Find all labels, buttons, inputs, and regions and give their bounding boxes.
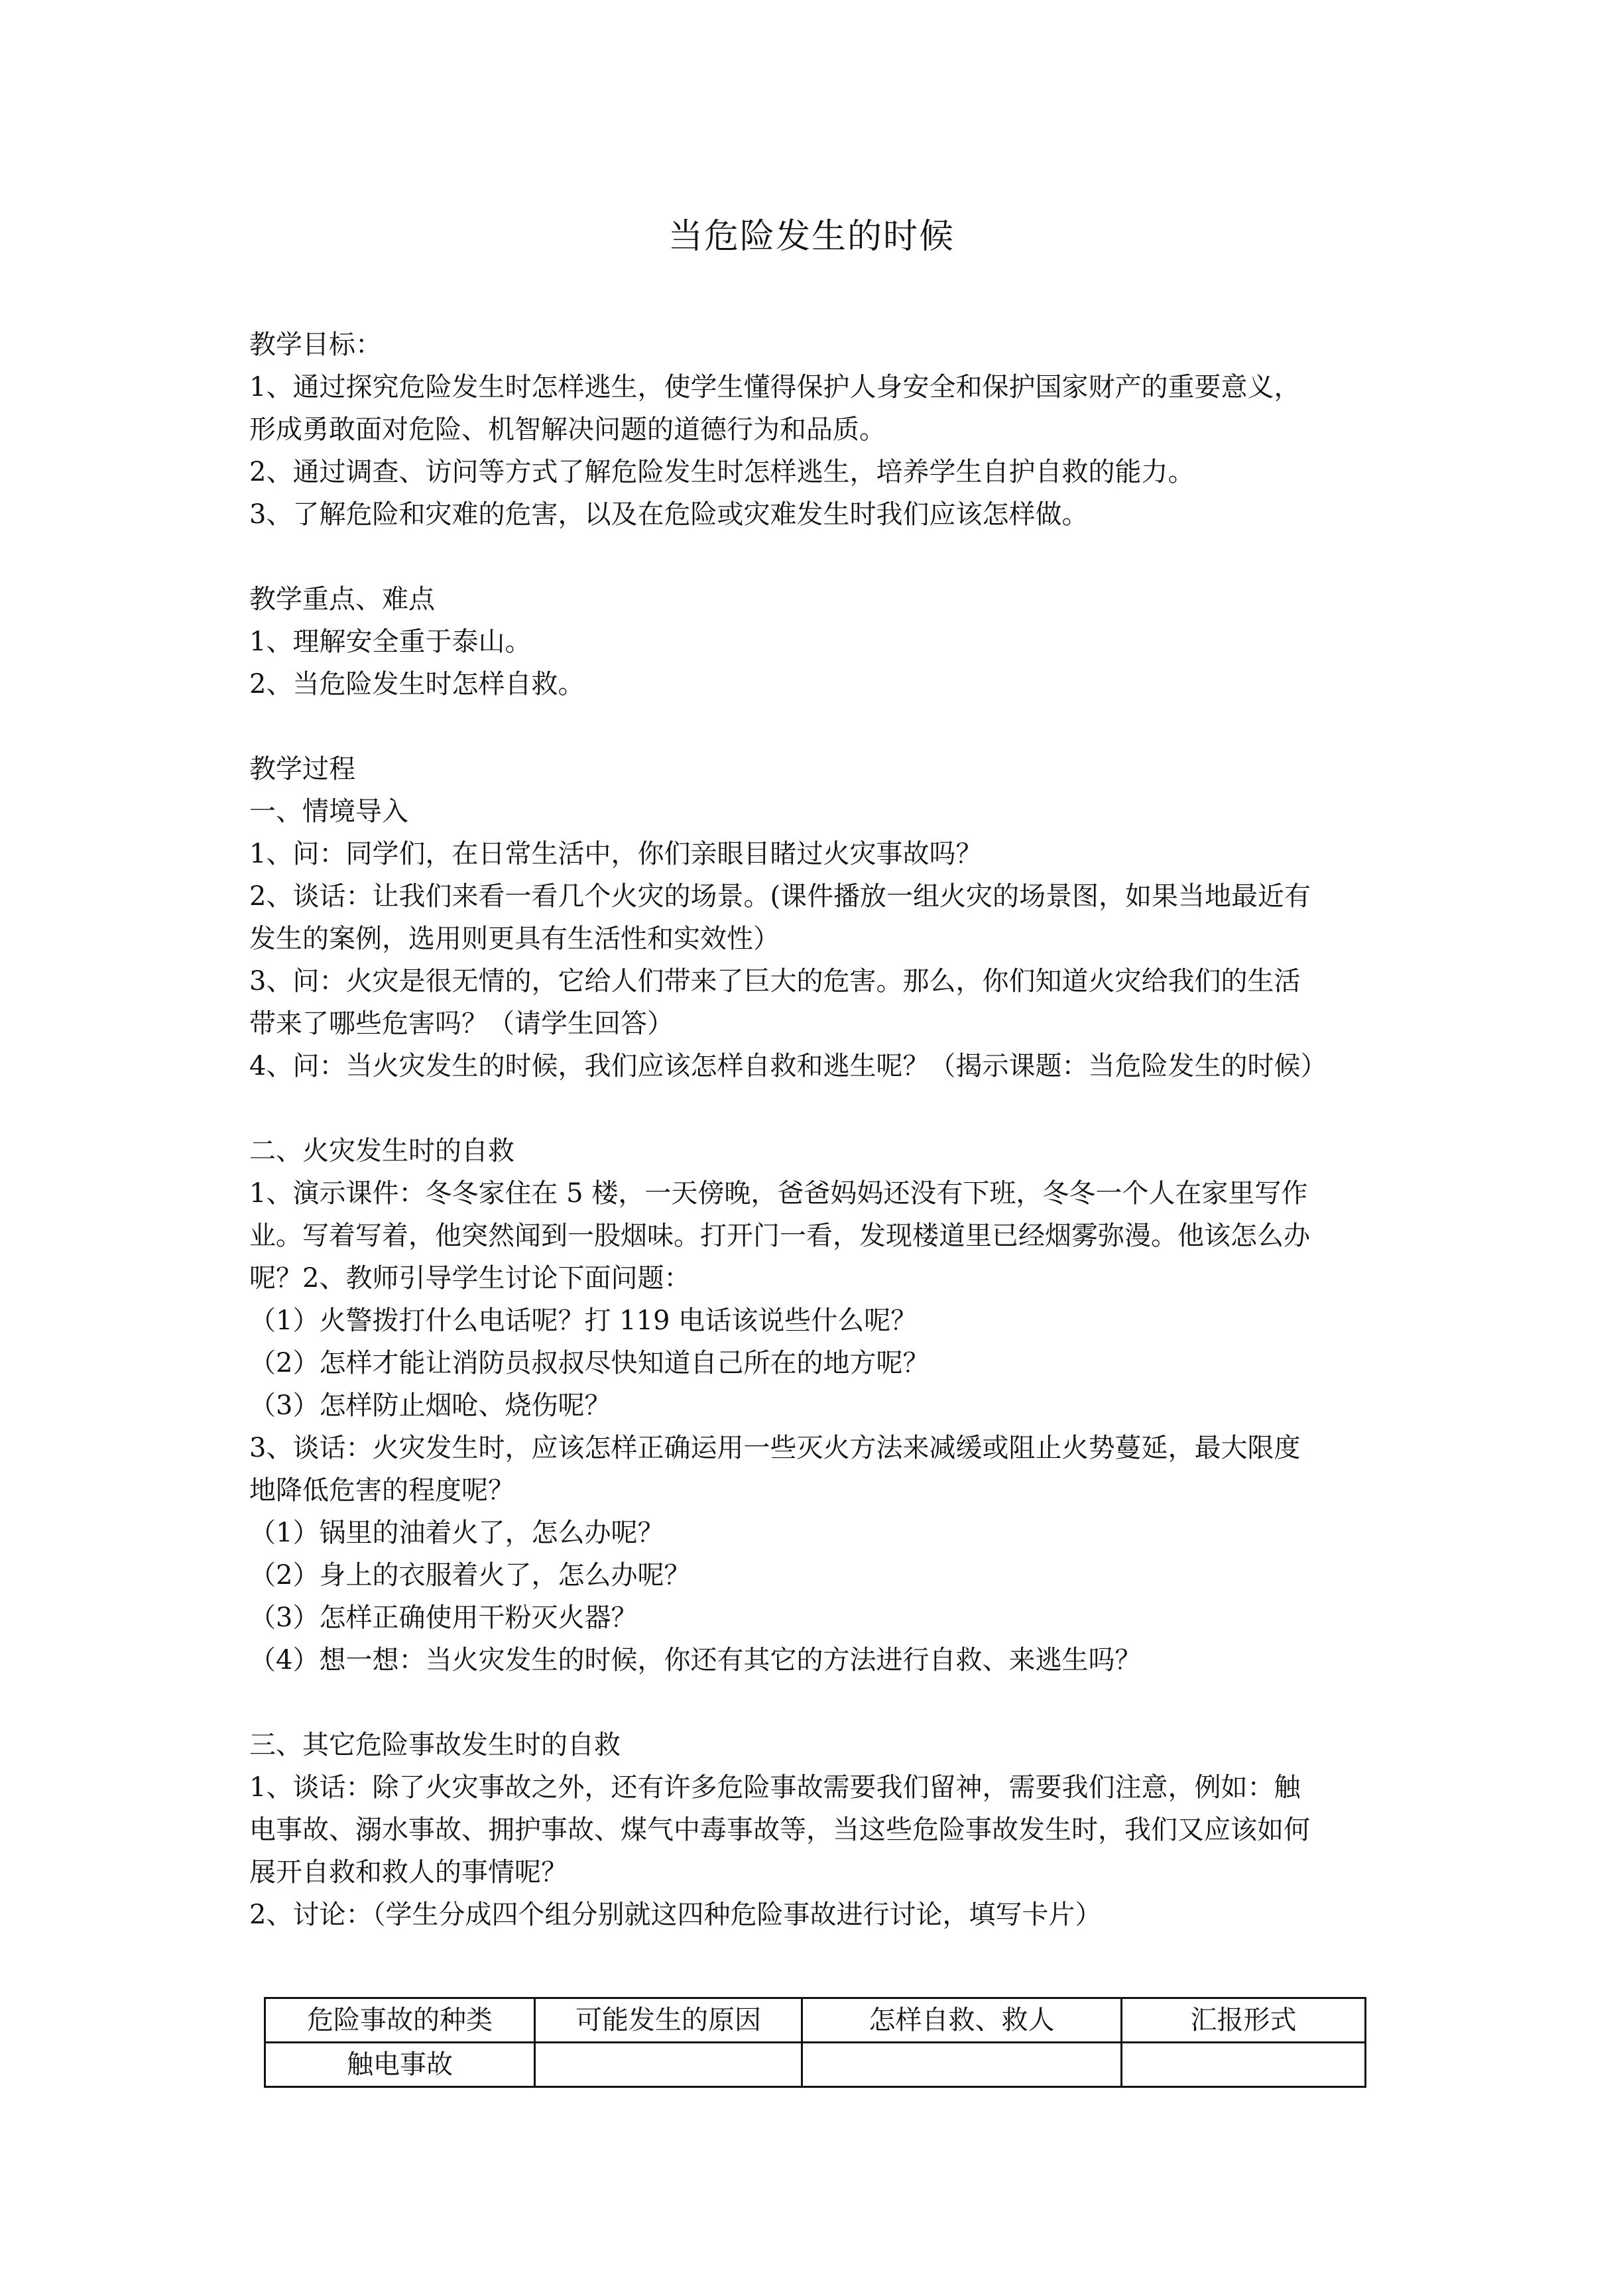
text-line: 展开自救和救人的事情呢？ xyxy=(249,1857,568,1888)
paragraph-gap xyxy=(249,1087,1390,1130)
text-line: 教学过程 xyxy=(249,754,355,784)
accident-table xyxy=(264,1997,1366,2088)
table-header-cell: 汇报形式 xyxy=(1122,1998,1366,2043)
text-line: 形成勇敢面对危险、机智解决问题的道德行为和品质。 xyxy=(249,414,886,445)
text-line: 三、其它危险事故发生时的自救 xyxy=(249,1730,621,1760)
text-line: 2、讨论：（学生分成四个组分别就这四种危险事故进行讨论，填写卡片） xyxy=(249,1900,1102,1930)
text-line: 1、问：同学们，在日常生活中，你们亲眼目睹过火灾事故吗？ xyxy=(249,839,983,869)
text-line: 3、谈话：火灾发生时，应该怎样正确运用一些灭火方法来减缓或阻止火势蔓延，最大限度 xyxy=(249,1433,1301,1463)
text-line: 呢？2、教师引导学生讨论下面问题： xyxy=(249,1263,691,1294)
text-line: （1）锅里的油着火了，怎么办呢？ xyxy=(249,1518,664,1548)
text-line: 1、通过探究危险发生时怎样逃生，使学生懂得保护人身安全和保护国家财产的重要意义， xyxy=(249,372,1301,402)
text-line: 一、情境导入 xyxy=(249,796,408,827)
text-line: （3）怎样正确使用干粉灭火器？ xyxy=(249,1602,638,1633)
text-line: （1）火警拨打什么电话呢？打 119 电话该说些什么呢？ xyxy=(249,1305,918,1336)
text-line: 发生的案例，选用则更具有生活性和实效性） xyxy=(249,924,780,954)
table-row xyxy=(265,2043,1366,2087)
table-cell: 触电事故 xyxy=(265,2043,535,2087)
table-cell xyxy=(802,2043,1122,2087)
text-line: （4）想一想：当火灾发生的时候，你还有其它的方法进行自救、来逃生吗？ xyxy=(249,1645,1142,1675)
text-line: 二、火灾发生时的自救 xyxy=(249,1136,514,1166)
paragraph-gap xyxy=(249,705,1390,748)
text-line: （3）怎样防止烟呛、烧伤呢？ xyxy=(249,1390,611,1421)
text-line: 1、理解安全重于泰山。 xyxy=(249,627,532,657)
table-cell xyxy=(1122,2043,1366,2087)
table-header-cell: 怎样自救、救人 xyxy=(802,1998,1122,2043)
text-line: 1、谈话：除了火灾事故之外，还有许多危险事故需要我们留神，需要我们注意，例如：触 xyxy=(249,1772,1301,1803)
text-line: （2）怎样才能让消防员叔叔尽快知道自己所在的地方呢？ xyxy=(249,1348,930,1378)
table-cell xyxy=(535,2043,802,2087)
text-line: 2、当危险发生时怎样自救。 xyxy=(249,669,585,699)
table-header-cell: 可能发生的原因 xyxy=(535,1998,802,2043)
text-line: 3、了解危险和灾难的危害，以及在危险或灾难发生时我们应该怎样做。 xyxy=(249,499,1089,530)
text-line: 带来了哪些危害吗？（请学生回答） xyxy=(249,1008,674,1039)
text-line: 业。写着写着，他突然闻到一股烟味。打开门一看，发现楼道里已经烟雾弥漫。他该怎么办 xyxy=(249,1221,1310,1251)
text-line: 1、演示课件：冬冬家住在 5 楼，一天傍晚，爸爸妈妈还没有下班，冬冬一个人在家里写作 xyxy=(249,1178,1308,1209)
text-line: 4、问：当火灾发生的时候，我们应该怎样自救和逃生呢？（揭示课题：当危险发生的时候） xyxy=(249,1051,1327,1081)
text-line: 2、通过调查、访问等方式了解危险发生时怎样逃生，培养学生自护自救的能力。 xyxy=(249,457,1195,487)
document-body xyxy=(249,324,1390,1936)
text-line: 3、问：火灾是很无情的，它给人们带来了巨大的危害。那么，你们知道火灾给我们的生活 xyxy=(249,966,1301,997)
text-line: 教学重点、难点 xyxy=(249,584,435,615)
text-line: （2）身上的衣服着火了，怎么办呢？ xyxy=(249,1560,691,1591)
table-header-row xyxy=(265,1998,1366,2043)
text-line: 2、谈话：让我们来看一看几个火灾的场景。(课件播放一组火灾的场景图，如果当地最近有 xyxy=(249,881,1311,912)
text-line: 电事故、溺水事故、拥护事故、煤气中毒事故等，当这些危险事故发生时，我们又应该如何 xyxy=(249,1815,1310,1845)
text-line: 教学目标： xyxy=(249,330,382,360)
table-header-cell: 危险事故的种类 xyxy=(265,1998,535,2043)
text-line: 地降低危害的程度呢？ xyxy=(249,1475,514,1506)
paragraph-gap xyxy=(249,536,1390,578)
paragraph-gap xyxy=(249,1681,1390,1724)
document-title: 当危险发生的时候 xyxy=(668,217,955,257)
